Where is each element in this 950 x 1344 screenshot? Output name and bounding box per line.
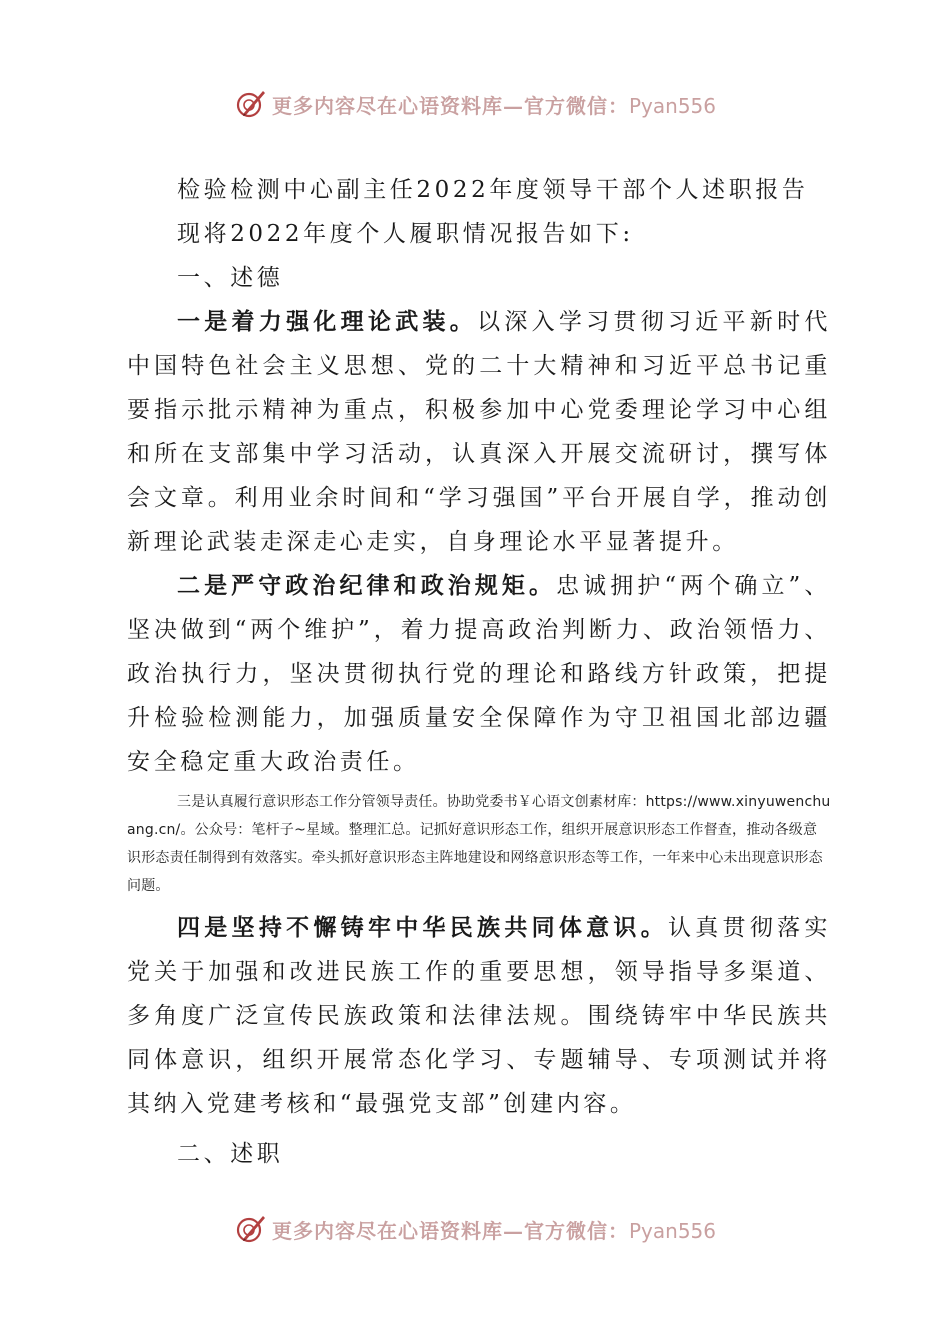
document-body xyxy=(127,168,831,1176)
header-banner xyxy=(0,79,950,129)
paragraph-3-small: 三是认真履行意识形态工作分管领导责任。协助党委书￥心语文创素材库：https://www.xinyuwenchuang.cn/。公众号：笔杆子~星域。整理汇总。记抓好意识形态工作，组织开展意识形态工作督查，推动各级意识形态责任制得到有效落实。牵头抓好意识形态主阵地建设和网络意识形态等工作，一年来中心未出现意识形态问题。 xyxy=(127,794,831,894)
paragraph-2-body: 忠诚拥护“两个确立”、坚决做到“两个维护”，着力提高政治判断力、政治领悟力、政治执行力，坚决贯彻执行党的理论和路线方针政策，把提升检验检测能力，加强质量安全保障作为守卫祖国北部边疆安全稳定重大政治责任。 xyxy=(127,573,831,775)
document-title: 检验检测中心副主任2022年度领导干部个人述职报告 xyxy=(177,177,809,203)
paragraph-1-body: 以深入学习贯彻习近平新时代中国特色社会主义思想、党的二十大精神和习近平总书记重要指示批示精神为重点，积极参加中心党委理论学习中心组和所在支部集中学习活动，认真深入开展交流研讨，撰写体会文章。利用业余时间和“学习强国”平台开展自学，推动创新理论武装走深走心走实，自身理论水平显著提升。 xyxy=(127,309,831,555)
paragraph-4-body: 认真贯彻落实党关于加强和改进民族工作的重要思想，领导指导多渠道、多角度广泛宣传民族政策和法律法规。围绕铸牢中华民族共同体意识，组织开展常态化学习、专题辅导、专项测试并将其纳入党建考核和“最强党支部”创建内容。 xyxy=(127,915,831,1117)
paragraph-2 xyxy=(127,564,831,784)
pen-logo-icon xyxy=(234,1212,268,1246)
paragraph-1 xyxy=(127,300,831,564)
pen-logo-icon xyxy=(234,87,268,121)
banner-text: 更多内容尽在心语资料库—官方微信：Pyan556 xyxy=(271,1218,716,1243)
wechat-id: Pyan556 xyxy=(628,93,716,118)
paragraph-1-lead: 一是着力强化理论武装。 xyxy=(177,308,478,335)
paragraph-4 xyxy=(127,906,831,1126)
paragraph-2-lead: 二是严守政治纪律和政治规矩。 xyxy=(177,572,557,599)
footer-banner xyxy=(0,1204,950,1254)
paragraph-4-lead: 四是坚持不懈铸牢中华民族共同体意识。 xyxy=(177,914,668,941)
intro-line: 现将2022年度个人履职情况报告如下: xyxy=(177,221,634,247)
section-heading-1: 一、述德 xyxy=(177,265,284,291)
wechat-id: Pyan556 xyxy=(628,1218,716,1243)
section-heading-2: 二、述职 xyxy=(177,1141,284,1167)
banner-text: 更多内容尽在心语资料库—官方微信：Pyan556 xyxy=(271,93,716,118)
